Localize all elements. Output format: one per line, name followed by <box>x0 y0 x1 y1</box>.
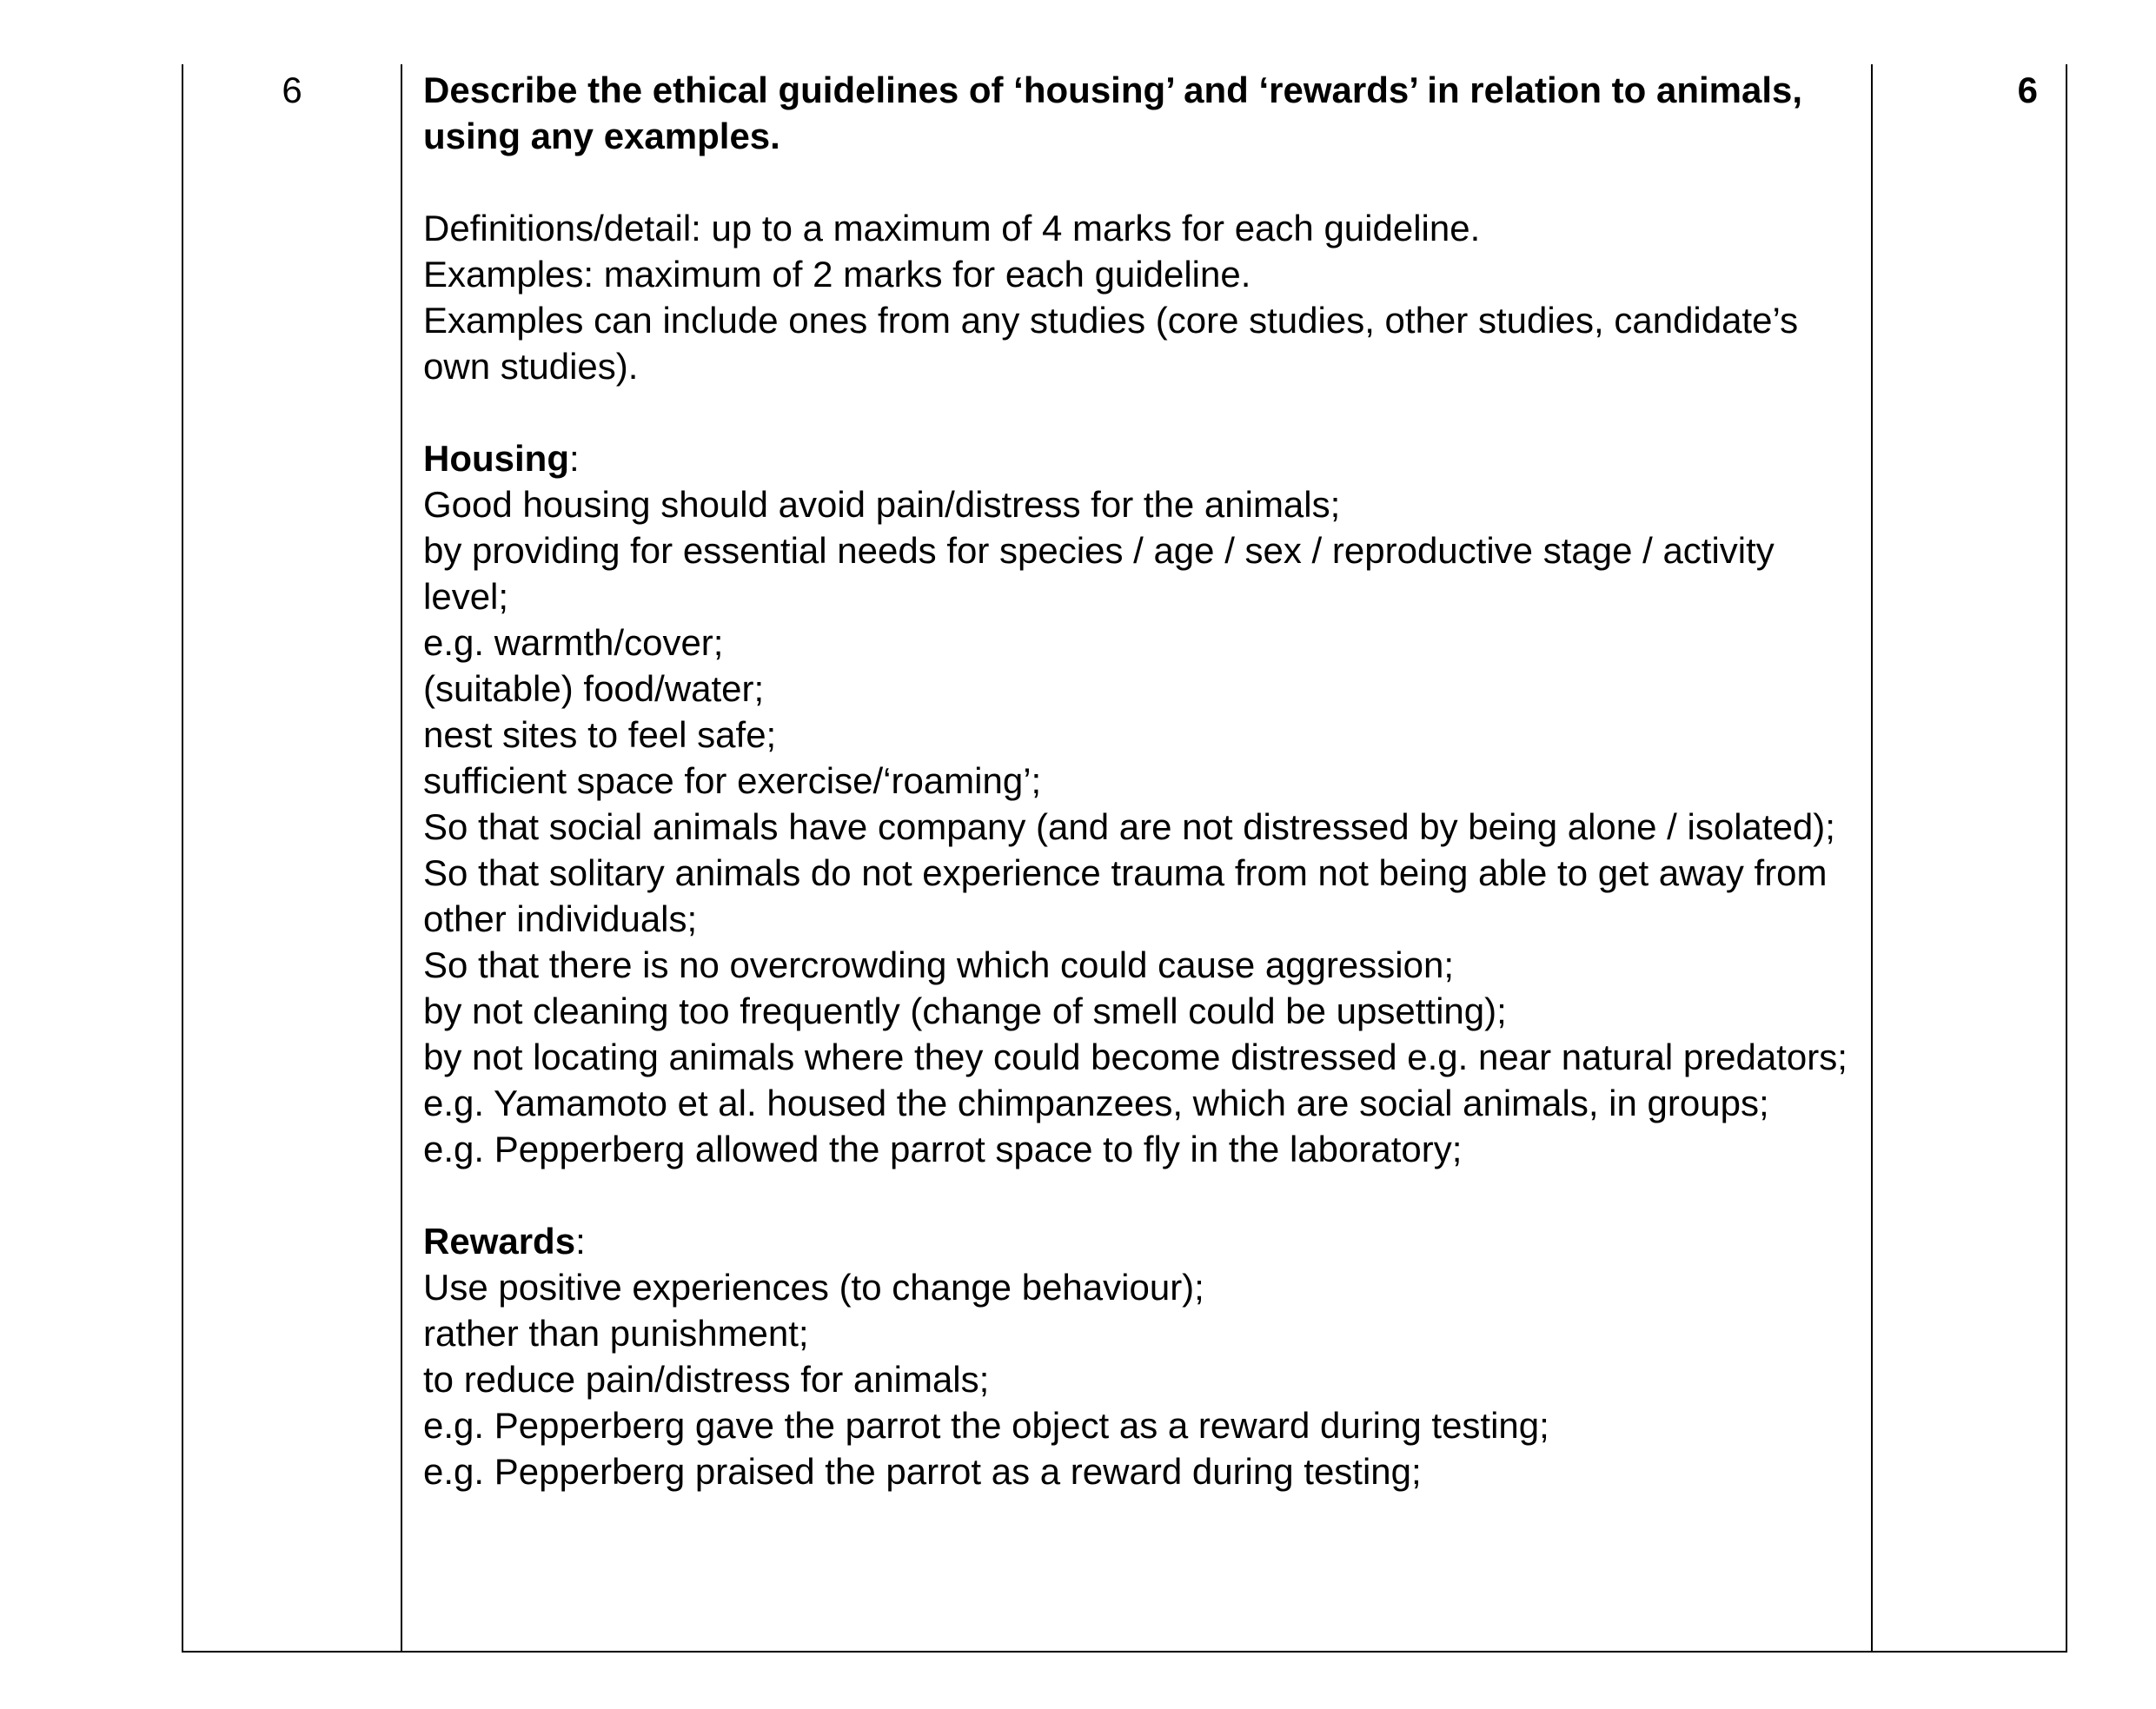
rewards-point: rather than punishment; <box>423 1313 809 1354</box>
housing-point: e.g. warmth/cover; <box>423 622 724 663</box>
rewards-point: e.g. Pepperberg praised the parrot as a reward during testing; <box>423 1451 1422 1492</box>
housing-point: So that there is no overcrowding which could cause aggression; <box>423 944 1455 985</box>
housing-point: So that solitary animals do not experience trauma from not being able to get away from other individuals; <box>423 852 1828 939</box>
rewards-heading: Rewards: <box>423 1221 586 1262</box>
housing-heading-text: Housing <box>423 438 569 479</box>
housing-point: e.g. Yamamoto et al. housed the chimpanzees, which are social animals, in groups; <box>423 1083 1769 1123</box>
mark-scheme-table <box>182 64 2067 1653</box>
question-number: 6 <box>182 64 401 1652</box>
marking-guidance <box>423 205 1854 389</box>
rewards-point: to reduce pain/distress for animals; <box>423 1359 990 1400</box>
housing-point: sufficient space for exercise/‘roaming’; <box>423 760 1042 801</box>
housing-point: Good housing should avoid pain/distress for the animals; <box>423 484 1341 525</box>
marks-value: 6 <box>1872 64 2066 1652</box>
housing-heading: Housing: <box>423 438 580 479</box>
answer-cell <box>401 64 1872 1652</box>
housing-section <box>423 435 1854 1172</box>
guidance-line: Examples can include ones from any studies (core studies, other studies, candidate’s own studies). <box>423 300 1799 387</box>
guidance-line: Examples: maximum of 2 marks for each guideline. <box>423 254 1251 295</box>
rewards-section <box>423 1218 1854 1494</box>
guidance-line: Definitions/detail: up to a maximum of 4 marks for each guideline. <box>423 208 1481 248</box>
question-text: Describe the ethical guidelines of ‘housing’ and ‘rewards’ in relation to animals, using any examples. <box>423 70 1803 156</box>
housing-point: e.g. Pepperberg allowed the parrot space to fly in the laboratory; <box>423 1129 1463 1169</box>
housing-point: nest sites to feel safe; <box>423 714 777 755</box>
housing-point: by not locating animals where they could become distressed e.g. near natural predators; <box>423 1037 1848 1077</box>
housing-point: by not cleaning too frequently (change of smell could be upsetting); <box>423 990 1507 1031</box>
rewards-point: Use positive experiences (to change behaviour); <box>423 1267 1204 1308</box>
housing-point: by providing for essential needs for species / age / sex / reproductive stage / activity level; <box>423 530 1775 617</box>
rewards-point: e.g. Pepperberg gave the parrot the object as a reward during testing; <box>423 1405 1549 1446</box>
housing-point: (suitable) food/water; <box>423 668 765 709</box>
rewards-heading-text: Rewards <box>423 1221 576 1262</box>
housing-point: So that social animals have company (and are not distressed by being alone / isolated); <box>423 806 1835 847</box>
table-row <box>182 64 2066 1652</box>
